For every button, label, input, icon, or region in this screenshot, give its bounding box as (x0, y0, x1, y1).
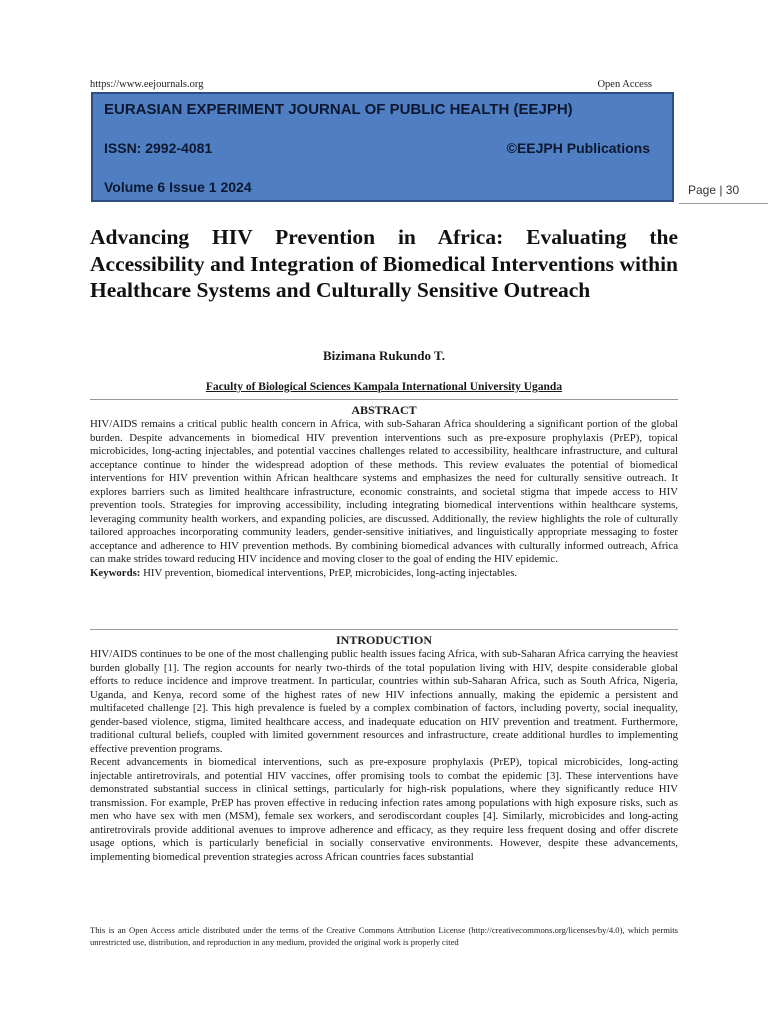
page-number (679, 181, 768, 204)
article-title: Advancing HIV Prevention in Africa: Evaluating the Accessibility and Integration of Biomedical Interventions within Healthcare Systems and Culturally Sensitive Outreach (90, 225, 678, 302)
keywords-line (90, 567, 678, 581)
issn-label: ISSN: 2992-4081 (104, 140, 213, 156)
journal-title: EURASIAN EXPERIMENT JOURNAL OF PUBLIC HEALTH (EEJPH) (104, 101, 573, 118)
running-header (90, 79, 678, 93)
abstract-text: HIV/AIDS remains a critical public health concern in Africa, with sub-Saharan Africa shouldering a significant portion of the global burden. Despite advancements in biomedical HIV prevention interventions such as pre-exposure prophylaxis (PrEP), topical microbicides, long-acting injectables, and potential vaccines challenges related to accessibility, healthcare infrastructure, and cultural acceptance continue to hinder the widespread adoption of these methods. This review evaluates the potential of biomedical interventions for HIV prevention within African healthcare systems and emphasizes the need for culturally sensitive outreach. It explores barriers such as limited healthcare infrastructure, economic constraints, and societal stigma that impede access to HIV prevention tools. Strategies for improving accessibility, including integrating biomedical interventions within healthcare systems, leveraging community health workers, and expanding policies, are discussed. Additionally, the review highlights the role of culturally tailored approaches incorporating community leaders, gender-sensitive initiatives, and linguistically appropriate messaging to foster acceptance and adherence to HIV prevention methods. By combining biomedical advances with culturally informed outreach, Africa can make strides toward reducing HIV incidence and moving closer to the goal of ending the HIV epidemic. (90, 418, 678, 565)
page-number-label: Page | 30 (688, 183, 740, 197)
keywords-text: HIV prevention, biomedical interventions, PrEP, microbicides, long-acting injectables. (143, 566, 518, 579)
abstract-heading: ABSTRACT (351, 403, 417, 417)
keywords-label: Keywords: (90, 566, 141, 579)
article-author: Bizimana Rukundo T. (323, 348, 445, 363)
abstract-top-divider (90, 399, 678, 400)
author-affiliation: Faculty of Biological Sciences Kampala International University Uganda (205, 381, 563, 393)
volume-issue-label: Volume 6 Issue 1 2024 (104, 179, 252, 195)
open-access-label: Open Access (597, 79, 652, 90)
publisher-label: ©EEJPH Publications (506, 140, 650, 156)
introduction-paragraph-1: HIV/AIDS continues to be one of the most challenging public health issues facing Africa, with sub-Saharan Africa carrying the heaviest burden globally [1]. The region accounts for nearly two-thirds of the total population living with HIV, despite considerable global efforts to reduce incidence and improve treatment. In particular, countries within sub-Saharan Africa, such as South Africa, Nigeria, Uganda, and Kenya, record some of the highest rates of new HIV infections annually, making the epidemic a persistent and multifaceted challenge [2]. This high prevalence is fueled by a complex combination of factors, including poverty, social inequality, gender-based violence, stigma, limited healthcare access, and inadequate education on HIV prevention and treatment. Furthermore, traditional cultural beliefs, coupled with limited government resources and infrastructure, create additional hurdles to implementing effective prevention programs. (90, 648, 678, 755)
license-footer: This is an Open Access article distributed under the terms of the Creative Commons Attribution License (http://creativecommons.org/licenses/by/4.0), which permits unrestricted use, distribution, and reproduction in any medium, provided the original work is properly cited (90, 925, 678, 947)
introduction-top-divider (90, 629, 678, 630)
journal-url-link[interactable]: https://www.eejournals.org (90, 79, 204, 90)
introduction-paragraph-2: Recent advancements in biomedical interventions, such as pre-exposure prophylaxis (PrEP), topical microbicides, long-acting injectable antiretrovirals, and potential HIV vaccines, offer promising tools to combat the epidemic [3]. These interventions have demonstrated substantial success in clinical settings, particularly for high-risk populations, where they significantly reduce HIV transmission. For example, PrEP has proven effective in reducing infection rates among populations with high exposure risks, such as men who have sex with men (MSM), female sex workers, and serodiscordant couples [4]. Similarly, microbicides and long-acting antiretrovirals provide additional avenues to improve adherence and efficacy, as they require less frequent dosing and offer discrete usage options, which is particularly beneficial in socially conservative environments. However, despite these advancements, implementing biomedical prevention strategies across African countries faces substantial (90, 756, 678, 863)
introduction-body (90, 648, 678, 864)
introduction-heading: INTRODUCTION (335, 633, 432, 647)
abstract-body (90, 418, 678, 580)
journal-banner (91, 92, 674, 202)
